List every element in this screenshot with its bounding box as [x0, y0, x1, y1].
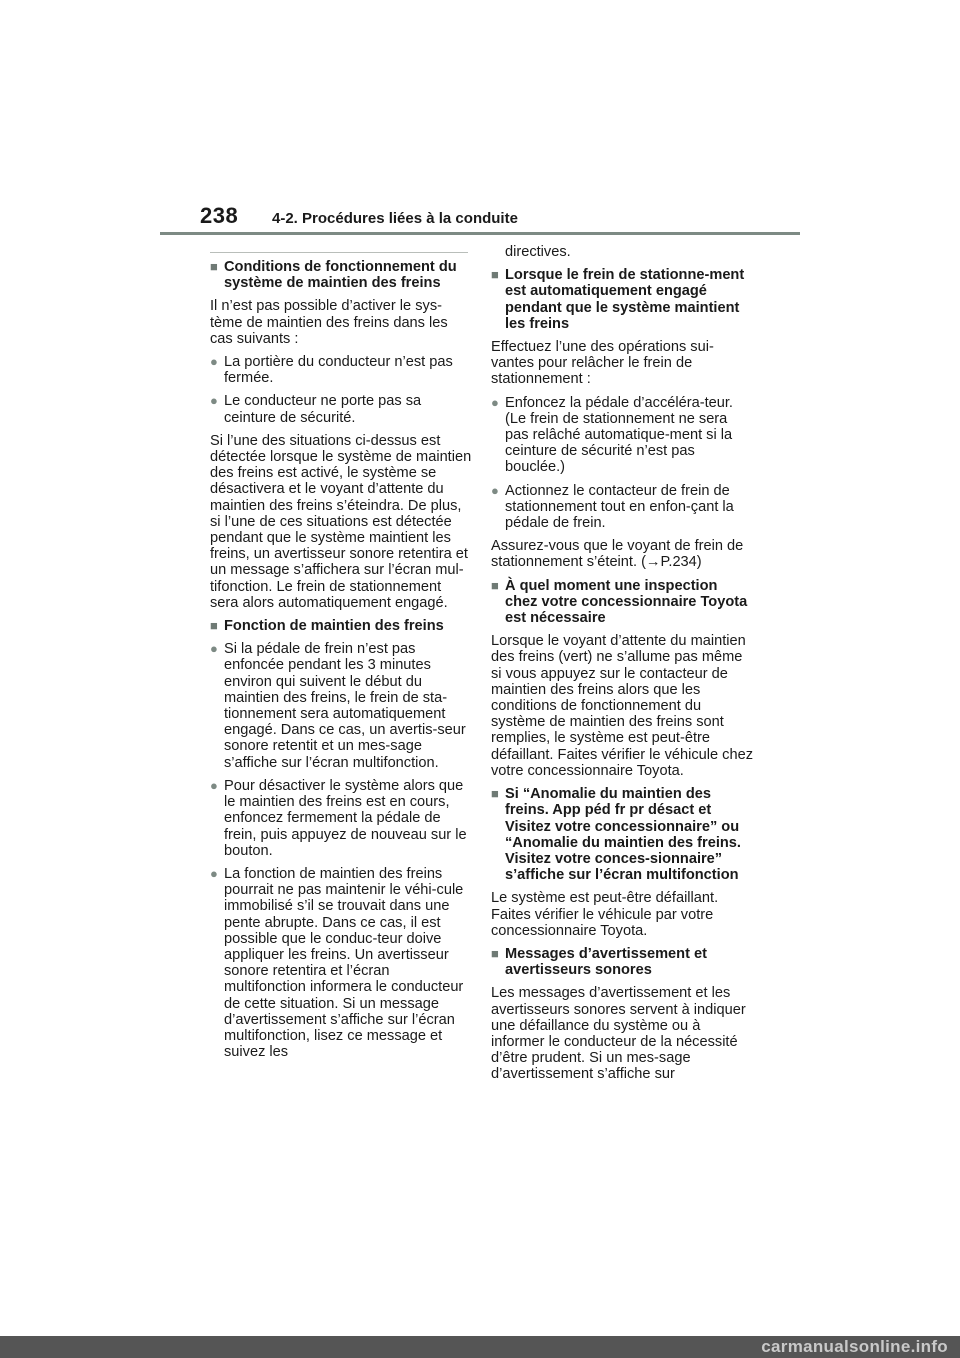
- bullet-item: [491, 395, 753, 476]
- paragraph: Il n’est pas possible d’activer le sys-tème de maintien des freins dans les cas suivants :: [210, 298, 448, 347]
- heading-malfunction-message: [491, 786, 753, 883]
- paragraph: Lorsque le voyant d’attente du maintien des freins (vert) ne s’allume pas même si vous appuyez sur le contacteur de maintien des freins alors que les conditions de fonctionnement du système de maintien des freins sont remplies, le système est peut-être défaillant. Faites vérifier le véhicule chez votre concessionnaire Toyota.: [491, 633, 754, 779]
- bullet-item: [210, 866, 472, 1060]
- bullet-text: La fonction de maintien des freins pourrait ne pas maintenir le véhi-cule immobilisé s’il se trouvait dans une pente abrupte. Dans ce cas, il est possible que le conduc-teur doive appliquer les freins. Un avertisseur sonore retentira et l’écran multifonction informera le conducteur de cette situation. Si un message d’avertissement s’affiche sur l’écran multifonction, lisez ce message et suivez les: [224, 865, 464, 1061]
- section-title: 4-2. Procédures liées à la conduite: [272, 210, 518, 227]
- heading-warning-messages: [491, 946, 753, 978]
- square-bullet-icon: ■: [491, 945, 499, 961]
- bullet-item: [210, 641, 472, 771]
- paragraph: Effectuez l’une des opérations sui-vantes pour relâcher le frein de stationnement :: [491, 339, 714, 388]
- bullet-text: Enfoncez la pédale d’accéléra-teur. (Le frein de stationnement ne sera pas relâché automatique-ment si la ceinture de sécurité n’est pas bouclée.): [505, 394, 733, 476]
- paragraph: Les messages d’avertissement et les avertisseurs sonores servent à indiquer une défaillance du système ou à informer le conducteur de la nécessité d’être prudent. Si un mes-sage d’avertissement s’affiche sur: [491, 985, 746, 1083]
- circle-bullet-icon: ●: [210, 777, 218, 793]
- bullet-text: Le conducteur ne porte pas sa ceinture de sécurité.: [224, 393, 422, 426]
- watermark-text: carmanualsonline.info: [761, 1337, 948, 1356]
- page-number: 238: [200, 203, 239, 228]
- heading-text: Lorsque le frein de stationne-ment est automatiquement engagé pendant que le système maintient les freins: [505, 267, 745, 332]
- square-bullet-icon: ■: [491, 786, 499, 802]
- header-rule: [160, 232, 800, 235]
- heading-text: Conditions de fonctionnement du système de maintien des freins: [224, 259, 457, 292]
- continued-text: directives.: [505, 244, 571, 260]
- square-bullet-icon: ■: [491, 267, 499, 283]
- circle-bullet-icon: ●: [491, 394, 499, 410]
- right-column: [491, 244, 753, 1090]
- circle-bullet-icon: ●: [210, 641, 218, 657]
- circle-bullet-icon: ●: [491, 482, 499, 498]
- heading-text: À quel moment une inspection chez votre concessionnaire Toyota est nécessaire: [505, 577, 748, 627]
- bullet-item: [210, 393, 472, 425]
- paragraph: Assurez-vous que le voyant de frein de stationnement s’éteint. (→P.234): [491, 538, 744, 571]
- heading-parking-brake-engaged: [491, 267, 753, 332]
- heading-text: Si “Anomalie du maintien des freins. App péd fr pr désact et Visitez votre concessionnaire” ou “Anomalie du maintien des freins. Visitez votre conces-sionnaire” s’affiche sur l’écran multifonction: [505, 786, 741, 884]
- circle-bullet-icon: ●: [210, 393, 218, 409]
- square-bullet-icon: ■: [210, 259, 218, 274]
- watermark-bar: [0, 1336, 960, 1358]
- bullet-item: [491, 483, 753, 532]
- heading-text: Fonction de maintien des freins: [224, 618, 444, 635]
- bullet-text: Si la pédale de frein n’est pas enfoncée pendant les 3 minutes environ qui suivent le début du maintien des freins, le frein de sta-tionnement sera automatiquement engagé. Dans ce cas, un avertis-seur sonore retentit et un mes-sage s’affiche sur l’écran multifonction.: [224, 641, 466, 771]
- bullet-text: Pour désactiver le système alors que le maintien des freins est en cours, enfoncez fermement la pédale de frein, puis appuyez de nouveau sur le bouton.: [224, 777, 467, 859]
- circle-bullet-icon: ●: [210, 865, 218, 881]
- paragraph: Si l’une des situations ci-dessus est détectée lorsque le système de maintien des freins est activé, le système se désactivera et le voyant d’attente du maintien des freins s’éteindra. De plus, si l’une de ces situations est détectée pendant que le système maintient les freins, un avertisseur sonore retentira et un message s’affichera sur l’écran mul-tifonction. Le frein de stationnement sera alors automatiquement engagé.: [210, 432, 472, 611]
- bullet-item: [210, 778, 472, 859]
- paragraph: Le système est peut-être défaillant. Faites vérifier le véhicule par votre concessionnaire Toyota.: [491, 890, 719, 939]
- left-column: [210, 252, 472, 1067]
- heading-brake-hold-function: [210, 618, 472, 634]
- heading-text: Messages d’avertissement et avertisseurs sonores: [505, 945, 707, 979]
- square-bullet-icon: ■: [210, 618, 218, 634]
- bullet-item: [210, 354, 472, 386]
- bullet-text: Actionnez le contacteur de frein de stationnement tout en enfon-çant la pédale de frein.: [505, 482, 734, 532]
- square-bullet-icon: ■: [491, 577, 499, 593]
- bullet-text: La portière du conducteur n’est pas fermée.: [224, 354, 453, 387]
- circle-bullet-icon: ●: [210, 354, 218, 370]
- heading-conditions: [210, 259, 472, 291]
- column-rule: [210, 252, 468, 253]
- heading-dealer-inspection: [491, 578, 753, 627]
